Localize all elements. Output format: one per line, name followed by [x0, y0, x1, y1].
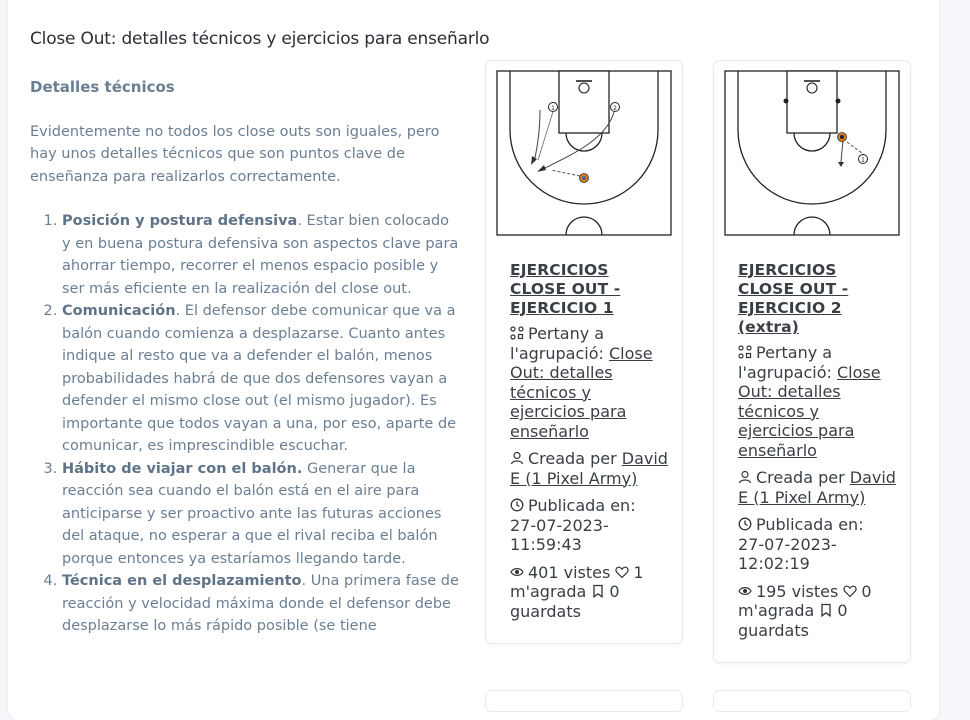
list-item — [62, 210, 460, 300]
list-item-bold: Posición y postura defensiva — [62, 213, 298, 229]
court-diagram-1[interactable] — [496, 70, 672, 236]
published-date: 27-07-2023-12:02:19 — [738, 534, 837, 573]
author-meta — [510, 449, 670, 488]
author-link[interactable]: David E (1 Pixel Army) — [738, 468, 896, 507]
list-item — [62, 300, 460, 458]
saved-count: 0 guardats — [510, 582, 620, 621]
next-card-stub-2[interactable] — [713, 690, 911, 712]
stats-meta — [738, 582, 898, 641]
list-item — [62, 458, 460, 571]
list-item-bold: Comunicación — [62, 303, 176, 319]
user-icon — [738, 469, 752, 483]
bookmark-icon[interactable] — [591, 583, 605, 597]
author-label: Creada per — [756, 468, 845, 487]
card-body-1 — [510, 261, 670, 629]
heart-icon[interactable] — [843, 583, 857, 597]
card-title-link[interactable]: EJERCICIOS CLOSE OUT - EJERCICIO 1 — [510, 261, 621, 317]
author-link[interactable]: David E (1 Pixel Army) — [510, 449, 668, 488]
group-link[interactable]: Close Out: detalles técnicos y ejercicios para enseñarlo — [510, 343, 653, 441]
published-meta — [738, 515, 898, 574]
list-item-bold: Hábito de viajar con el balón. — [62, 460, 303, 477]
saved-count: 0 guardats — [738, 601, 848, 640]
author-label: Creada per — [528, 449, 617, 468]
card-body-2 — [738, 261, 898, 648]
player-1-label: 1 — [861, 157, 865, 164]
clock-icon — [510, 497, 524, 511]
group-link[interactable]: Close Out: detalles técnicos y ejercicios para enseñarlo — [738, 362, 881, 460]
clock-icon — [738, 516, 752, 530]
views-count: 401 vistes — [528, 562, 611, 582]
exercise-card-1[interactable] — [485, 60, 683, 644]
published-label: Publicada en: — [756, 515, 864, 534]
published-label: Publicada en: — [528, 496, 636, 515]
section-subheading: Detalles técnicos — [30, 78, 175, 96]
list-item-text: . Una primera fase de reacción y velocidad máxima donde el defensor debe desplazarse lo más rápido posible (se tiene — [62, 573, 459, 634]
eye-icon — [738, 583, 752, 597]
exercise-card-2[interactable] — [713, 60, 911, 663]
user-icon — [510, 450, 524, 464]
intro-paragraph: Evidentemente no todos los close outs son iguales, pero hay unos detalles técnicos que son puntos clave de enseñanza para realizarlos correctamente. — [30, 123, 440, 185]
group-icon — [738, 344, 752, 358]
technical-list — [30, 210, 460, 638]
likes-count: 1 m'agrada — [510, 562, 644, 601]
court-diagram-2[interactable] — [724, 70, 900, 236]
eye-icon — [510, 564, 524, 578]
group-icon — [510, 325, 524, 339]
group-label: Pertany a l'agrupació: — [510, 324, 605, 363]
group-label: Pertany a l'agrupació: — [738, 343, 833, 382]
group-meta — [510, 324, 670, 441]
stats-meta — [510, 563, 670, 622]
likes-count: 0 m'agrada — [738, 581, 872, 620]
heart-icon[interactable] — [615, 564, 629, 578]
article-body — [30, 76, 460, 638]
list-item-text: . El defensor debe comunicar que va a balón cuando comienza a desplazarse. Cuanto antes indique al resto que va a defender el balón, menos probabilidades habrá de que dos defensores vayan a defender el mismo close out (el mismo jugador). Es importante que todos vayan a una, por eso, aparte de comunicar, es imprescindible escuchar. — [62, 303, 457, 454]
group-meta — [738, 343, 898, 460]
list-item-text: Generar que la reacción sea cuando el balón está en el aire para anticiparse y ser proactivo ante las futuras acciones del ataque, no esperar a que el rival reciba el balón porque entonces ya estaríamos llegando tarde. — [62, 460, 442, 567]
published-meta — [510, 496, 670, 555]
list-item-bold: Técnica en el desplazamiento — [62, 573, 302, 589]
views-count: 195 vistes — [756, 581, 839, 601]
card-title-link[interactable]: EJERCICIOS CLOSE OUT - EJERCICIO 2 (extra) — [738, 261, 849, 336]
player-2-label: 2 — [613, 105, 617, 112]
published-date: 27-07-2023-11:59:43 — [510, 515, 609, 554]
page-title: Close Out: detalles técnicos y ejercicios para enseñarlo — [30, 29, 490, 49]
player-1-label: 1 — [551, 105, 555, 112]
list-item — [62, 570, 460, 638]
next-card-stub-1[interactable] — [485, 690, 683, 712]
bookmark-icon[interactable] — [819, 602, 833, 616]
list-item-text: . Estar bien colocado y en buena postura defensiva son aspectos clave para ahorrar tiempo, recorrer el menos espacio posible y ser más eficiente en la realización del close out. — [62, 213, 459, 297]
author-meta — [738, 468, 898, 507]
